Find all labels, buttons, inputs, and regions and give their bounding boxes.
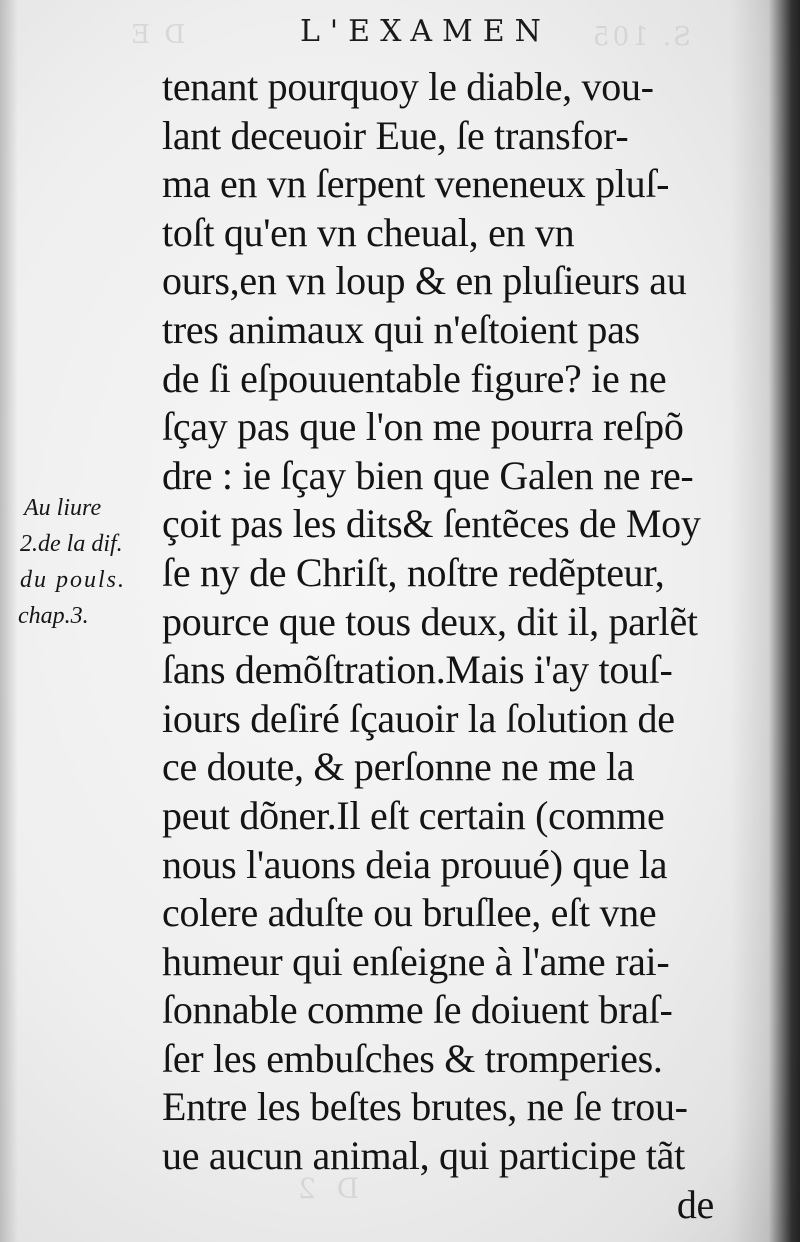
text-line: ſonnable comme ſe doiuent braſ-: [162, 987, 673, 1033]
marginal-note-line: Au liure: [24, 495, 102, 521]
text-line: tenant pourquoy le diable, vou-: [162, 64, 654, 109]
text-line: ſçay pas que l'on me pourra reſpõ: [162, 404, 684, 450]
running-title: L'EXAMEN: [300, 14, 551, 49]
text-line: Entre les beſtes brutes, ne ſe trou-: [162, 1084, 688, 1130]
text-line: ours,en vn loup & en pluſieurs au: [162, 258, 687, 304]
bleed-through-text-bottom: D 2: [292, 1172, 360, 1205]
page-edge-shadow: [730, 0, 800, 1242]
text-line: ma en vn ſerpent veneneux pluſ-: [162, 161, 670, 207]
text-line: toſt qu'en vn cheual, en vn: [162, 209, 575, 255]
marginal-note: [18, 490, 163, 634]
text-line: peut dõner.Il eſt certain (comme: [162, 792, 665, 838]
text-line: ue aucun animal, qui participe tãt: [162, 1133, 685, 1179]
text-line: dre : ie ſçay bien que Galen ne re-: [162, 452, 694, 498]
text-line: ſe ny de Chriſt, noſtre redẽpteur,: [162, 549, 665, 595]
page-gutter-shadow: [0, 0, 18, 1242]
bleed-through-text-top-right: S. 105: [590, 22, 692, 52]
marginal-note-line: chap.3.: [18, 603, 89, 629]
text-line: pource que tous deux, dit il, parlẽt: [162, 598, 698, 644]
marginal-note-line: du pouls.: [20, 567, 127, 593]
text-line: ſans demõſtration.Mais i'ay touſ-: [162, 647, 673, 693]
text-line: çoit pas les dits& ſentẽces de Moy: [162, 501, 701, 547]
catchword: de: [676, 1181, 714, 1227]
text-line: ſer les embuſches & tromperies.: [162, 1035, 663, 1081]
marginal-note-line: 2.de la dif.: [20, 531, 123, 557]
main-text-block: [162, 63, 722, 1229]
text-line: colere aduſte ou bruſlee, eſt vne: [162, 890, 657, 936]
bleed-through-text-top-left: D E: [128, 20, 186, 50]
text-line: lant deceuoir Eue, ſe transfor-: [162, 112, 629, 158]
text-line: nous l'auons deia prouué) que la: [162, 841, 668, 887]
text-line: tres animaux qui n'eſtoient pas: [162, 306, 640, 352]
text-line: de ſi eſpouuentable figure? ie ne: [162, 355, 667, 401]
text-line: ce doute, & perſonne ne me la: [162, 744, 635, 790]
text-line: iours deſiré ſçauoir la ſolution de: [162, 695, 675, 741]
text-line: humeur qui enſeigne à l'ame rai-: [162, 938, 670, 984]
